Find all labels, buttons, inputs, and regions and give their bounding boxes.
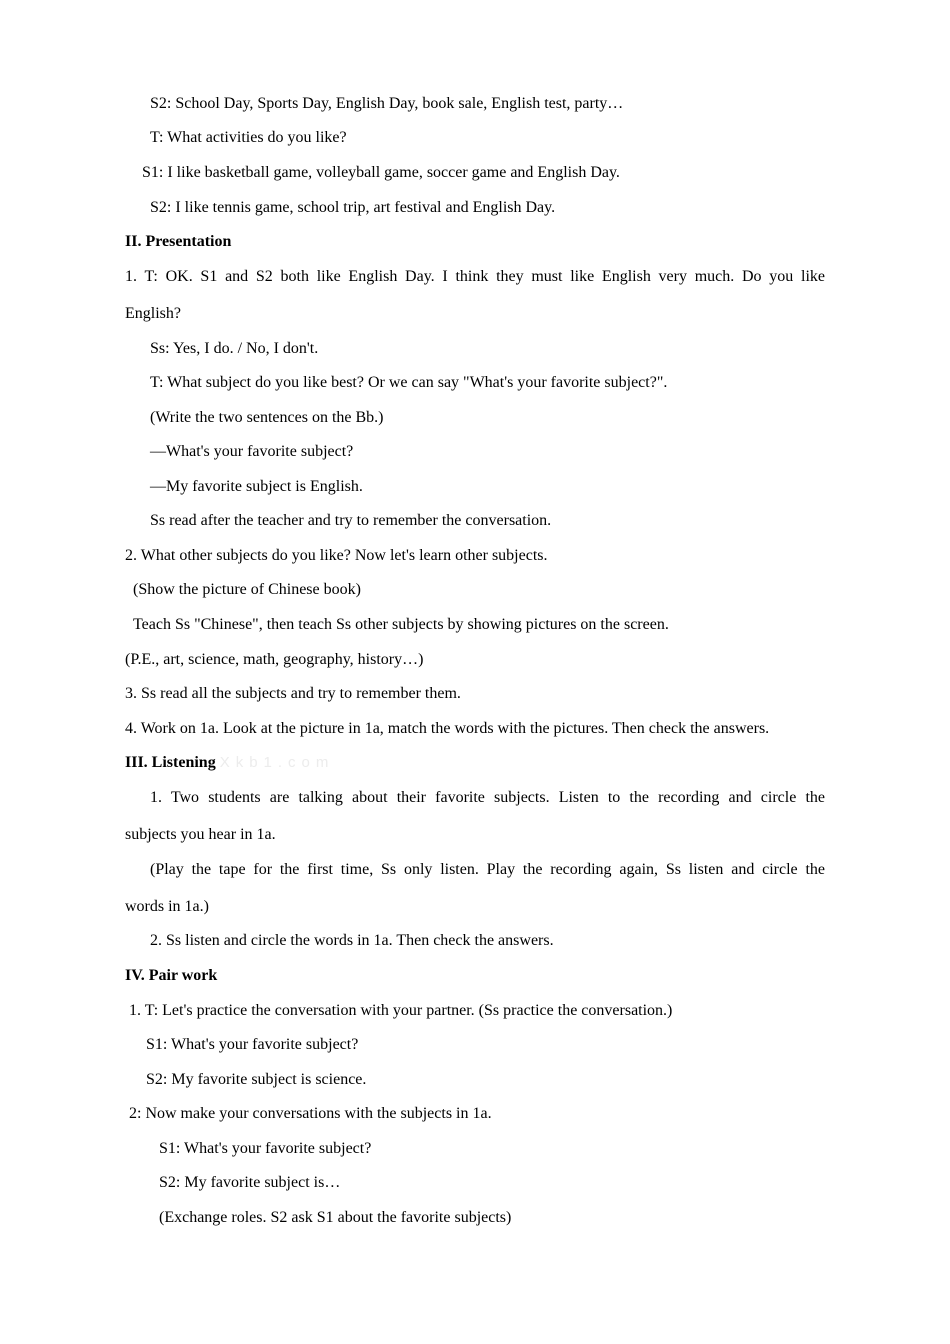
dialogue-line: S1: I like basketball game, volleyball game, soccer game and English Day. bbox=[142, 164, 620, 181]
dialogue-line: S2: My favorite subject is science. bbox=[146, 1071, 367, 1088]
dialogue-line: S1: What's your favorite subject? bbox=[159, 1140, 372, 1157]
section-heading-presentation: II. Presentation bbox=[125, 233, 232, 250]
paragraph-line: (Play the tape for the first time, Ss only listen. Play the recording again, Ss listen and circle the bbox=[150, 861, 825, 878]
dialogue-line: S1: What's your favorite subject? bbox=[146, 1036, 359, 1053]
instruction-line: (Exchange roles. S2 ask S1 about the favorite subjects) bbox=[159, 1209, 512, 1226]
instruction-line: Teach Ss "Chinese", then teach Ss other subjects by showing pictures on the screen. bbox=[133, 616, 669, 633]
paragraph-line: words in 1a.) bbox=[125, 898, 209, 915]
section-heading-listening bbox=[125, 753, 334, 773]
paragraph-line: subjects you hear in 1a. bbox=[125, 826, 276, 843]
step-line: 4. Work on 1a. Look at the picture in 1a, match the words with the pictures. Then check the answers. bbox=[125, 720, 770, 737]
step-line: 1. T: Let's practice the conversation with your partner. (Ss practice the conversation.) bbox=[129, 1002, 673, 1019]
dialogue-line: S2: My favorite subject is… bbox=[159, 1174, 341, 1191]
dialogue-line: T: What subject do you like best? Or we can say "What's your favorite subject?". bbox=[150, 374, 668, 391]
paragraph-line: 1. Two students are talking about their favorite subjects. Listen to the recording and circle the bbox=[150, 789, 825, 806]
paragraph-line: 1. T: OK. S1 and S2 both like English Day. I think they must like English very much. Do you like bbox=[125, 268, 825, 285]
dialogue-line: —My favorite subject is English. bbox=[150, 478, 363, 495]
dialogue-line: S2: I like tennis game, school trip, art festival and English Day. bbox=[150, 199, 556, 216]
watermark-text: Xkb1.com bbox=[219, 754, 335, 771]
dialogue-line: T: What activities do you like? bbox=[150, 129, 347, 146]
instruction-line: (Write the two sentences on the Bb.) bbox=[150, 409, 384, 426]
section-heading-listening-text: III. Listening bbox=[125, 754, 216, 771]
instruction-line: Ss read after the teacher and try to remember the conversation. bbox=[150, 512, 552, 529]
step-line: 3. Ss read all the subjects and try to remember them. bbox=[125, 685, 461, 702]
step-line: 2: Now make your conversations with the subjects in 1a. bbox=[129, 1105, 492, 1122]
section-heading-pair-work: IV. Pair work bbox=[125, 967, 218, 984]
step-line: 2. What other subjects do you like? Now let's learn other subjects. bbox=[125, 547, 548, 564]
instruction-line: (P.E., art, science, math, geography, history…) bbox=[125, 651, 424, 668]
dialogue-line: Ss: Yes, I do. / No, I don't. bbox=[150, 340, 319, 357]
instruction-line: (Show the picture of Chinese book) bbox=[133, 581, 361, 598]
dialogue-line: —What's your favorite subject? bbox=[150, 443, 354, 460]
dialogue-line: S2: School Day, Sports Day, English Day, book sale, English test, party… bbox=[150, 95, 624, 112]
paragraph-line: English? bbox=[125, 305, 181, 322]
step-line: 2. Ss listen and circle the words in 1a. Then check the answers. bbox=[150, 932, 554, 949]
